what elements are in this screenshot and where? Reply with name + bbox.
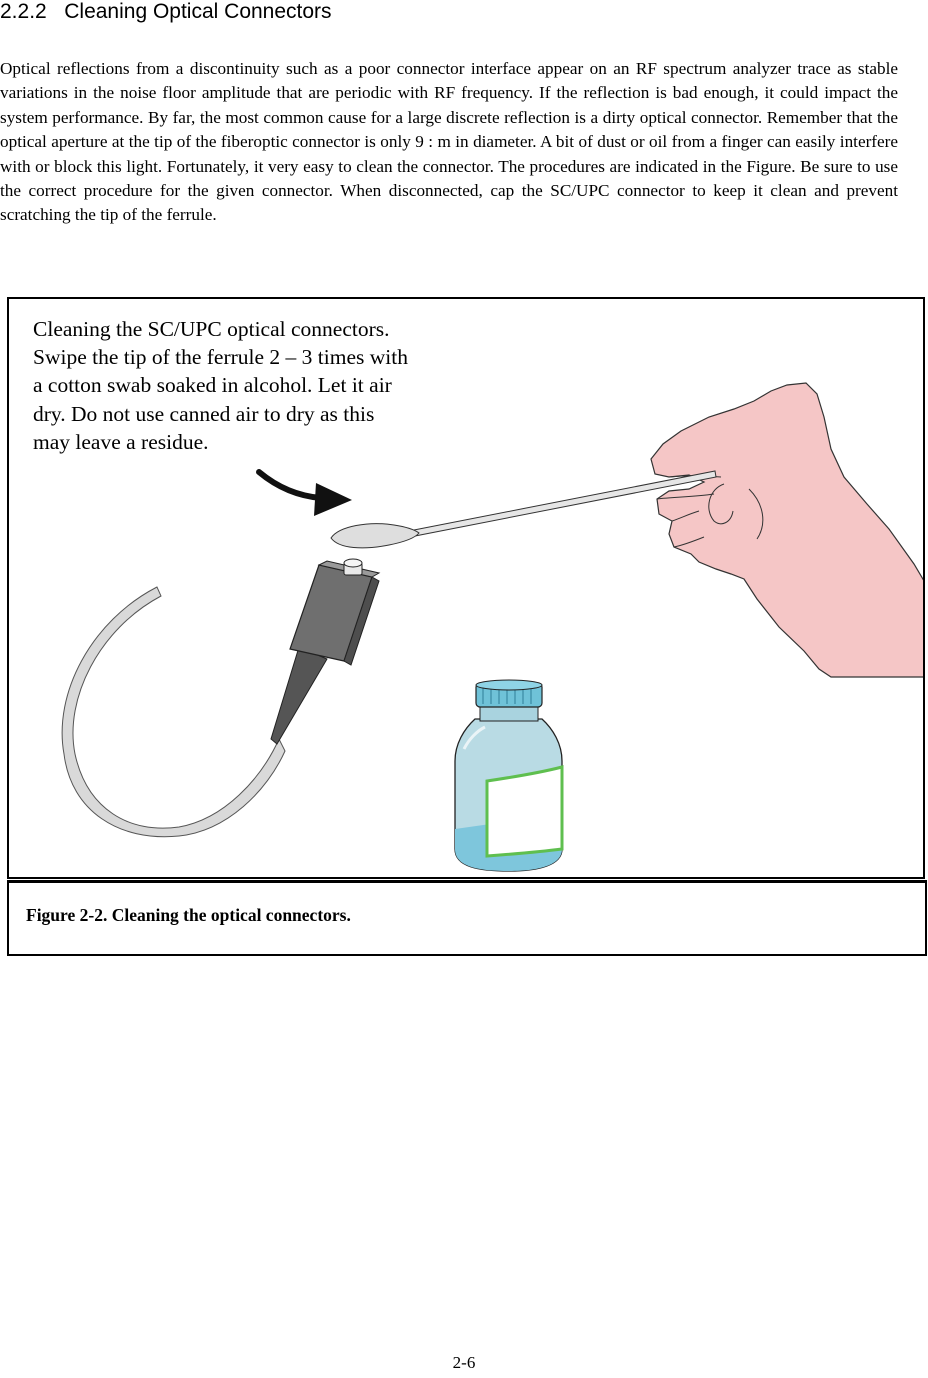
page-number: 2-6 [452, 1353, 476, 1372]
instruction-line: Swipe the tip of the ferrule 2 – 3 times with [33, 345, 408, 370]
section-heading [0, 0, 900, 24]
body-paragraph: Optical reflections from a discontinuity such as a poor connector interface appear on an RF spectrum analyzer trace as stable variations in the noise floor amplitude that are periodic with RF frequency. If the reflection is bad enough, it could impact the system performance. By far, the most common cause for a large discrete reflection is a dirty optical connector. Remember that the optical aperture at the tip of the fiberoptic connector is only 9 : m in diameter. A bit of dust or oil from a finger can easily interfere with or block this light. Fortunately, it very easy to clean the connector. The procedures are indicated in the Figure. Be sure to use the correct procedure for the given connector. When disconnected, cap the SC/UPC connector to keep it clean and prevent scratching the tip of the ferrule. [0, 59, 898, 225]
figure-caption-box [7, 880, 927, 956]
figure-frame [7, 297, 925, 879]
sc-connector-icon [271, 559, 379, 744]
section-number: 2.2.2 [0, 0, 47, 23]
figure-caption: Figure 2-2. Cleaning the optical connectors. [26, 905, 351, 925]
instruction-line: may leave a residue. [33, 429, 209, 454]
instruction-line: a cotton swab soaked in alcohol. Let it air [33, 373, 392, 398]
section-title: Cleaning Optical Connectors [64, 0, 332, 23]
instruction-line: Cleaning the SC/UPC optical connectors. [33, 317, 390, 341]
figure-instruction-text [33, 315, 473, 456]
hand-icon [651, 383, 925, 677]
fiber-cable-icon [62, 587, 285, 837]
alcohol-bottle-icon [455, 680, 562, 871]
arrow-icon [259, 472, 352, 516]
instruction-line: dry. Do not use canned air to dry as this [33, 401, 375, 426]
